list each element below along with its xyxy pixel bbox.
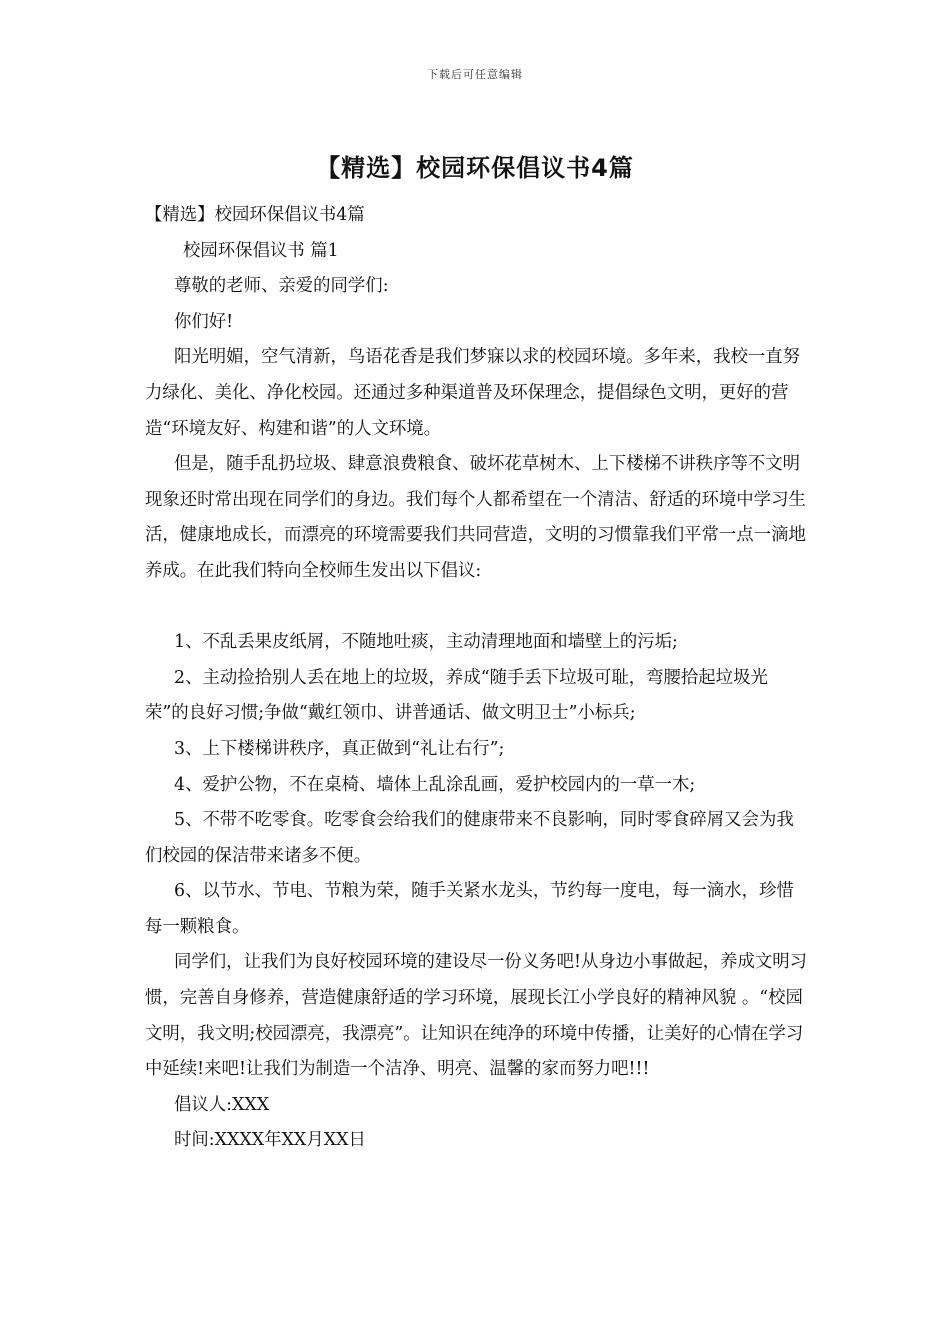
proposal-item: 4、爱护公物，不在桌椅、墙体上乱涂乱画，爱护校园内的一草一木; (174, 774, 696, 795)
document-subtitle: 【精选】校园环保倡议书4篇 (145, 205, 365, 225)
paragraph-intro: 阳光明媚，空气清新，鸟语花香是我们梦寐以求的校园环境。多年来，我校一直努力绿化、美化、净化校园。还通过多种渠道普及环保理念，提倡绿色文明，更好的营造“环境友好、构建和谐”的人文环境。 (145, 347, 801, 439)
document-title: 【精选】校园环保倡议书4篇 (316, 154, 634, 182)
proposal-item: 2、主动捡拾别人丢在地上的垃圾，养成“随手丢下垃圾可耻，弯腰拾起垃圾光荣”的良好习惯;争做“戴红领巾、讲普通话、做文明卫士”小标兵; (145, 667, 768, 724)
section-heading: 校园环保倡议书 篇1 (183, 240, 339, 261)
proposer-line: 倡议人:XXX (174, 1094, 270, 1115)
paragraph-closing: 同学们，让我们为良好校园环境的建设尽一份义务吧!从身边小事做起，养成文明习惯，完善自身修养，营造健康舒适的学习环境，展现长江小学良好的精神风貌 。“校园文明，我文明;校园漂亮，我漂亮”。让知识在纯净的环境中传播，让美好的心情在学习中延续!来吧!让我们为制造一个洁净、明亮、温馨的家而努力吧!!! (145, 952, 808, 1080)
proposal-item: 6、以节水、节电、节粮为荣，随手关紧水龙头，节约每一度电，每一滴水，珍惜每一颗粮食。 (145, 881, 794, 937)
proposal-item: 5、不带不吃零食。吃零食会给我们的健康带来不良影响，同时零食碎屑又会为我们校园的保洁带来诸多不便。 (145, 810, 794, 866)
blank-line (145, 590, 810, 626)
document-body (145, 198, 810, 1159)
greeting: 你们好! (174, 311, 234, 332)
header-note: 下载后可任意编辑 (427, 68, 523, 81)
paragraph-problem: 但是，随手乱扔垃圾、肆意浪费粮食、破坏花草树木、上下楼梯不讲秩序等不文明现象还时常出现在同学们的身边。我们每个人都希望在一个清洁、舒适的环境中学习生活，健康地成长，而漂亮的环境需要我们共同营造，文明的习惯靠我们平常一点一滴地养成。在此我们特向全校师生发出以下倡议: (145, 454, 806, 581)
proposal-item: 3、上下楼梯讲秩序，真正做到“礼让右行”; (174, 738, 505, 759)
proposal-item: 1、不乱丢果皮纸屑，不随地吐痰，主动清理地面和墙壁上的污垢; (174, 632, 678, 653)
salutation: 尊敬的老师、亲爱的同学们: (174, 276, 389, 297)
date-line: 时间:XXXX年XX月XX日 (174, 1130, 366, 1151)
